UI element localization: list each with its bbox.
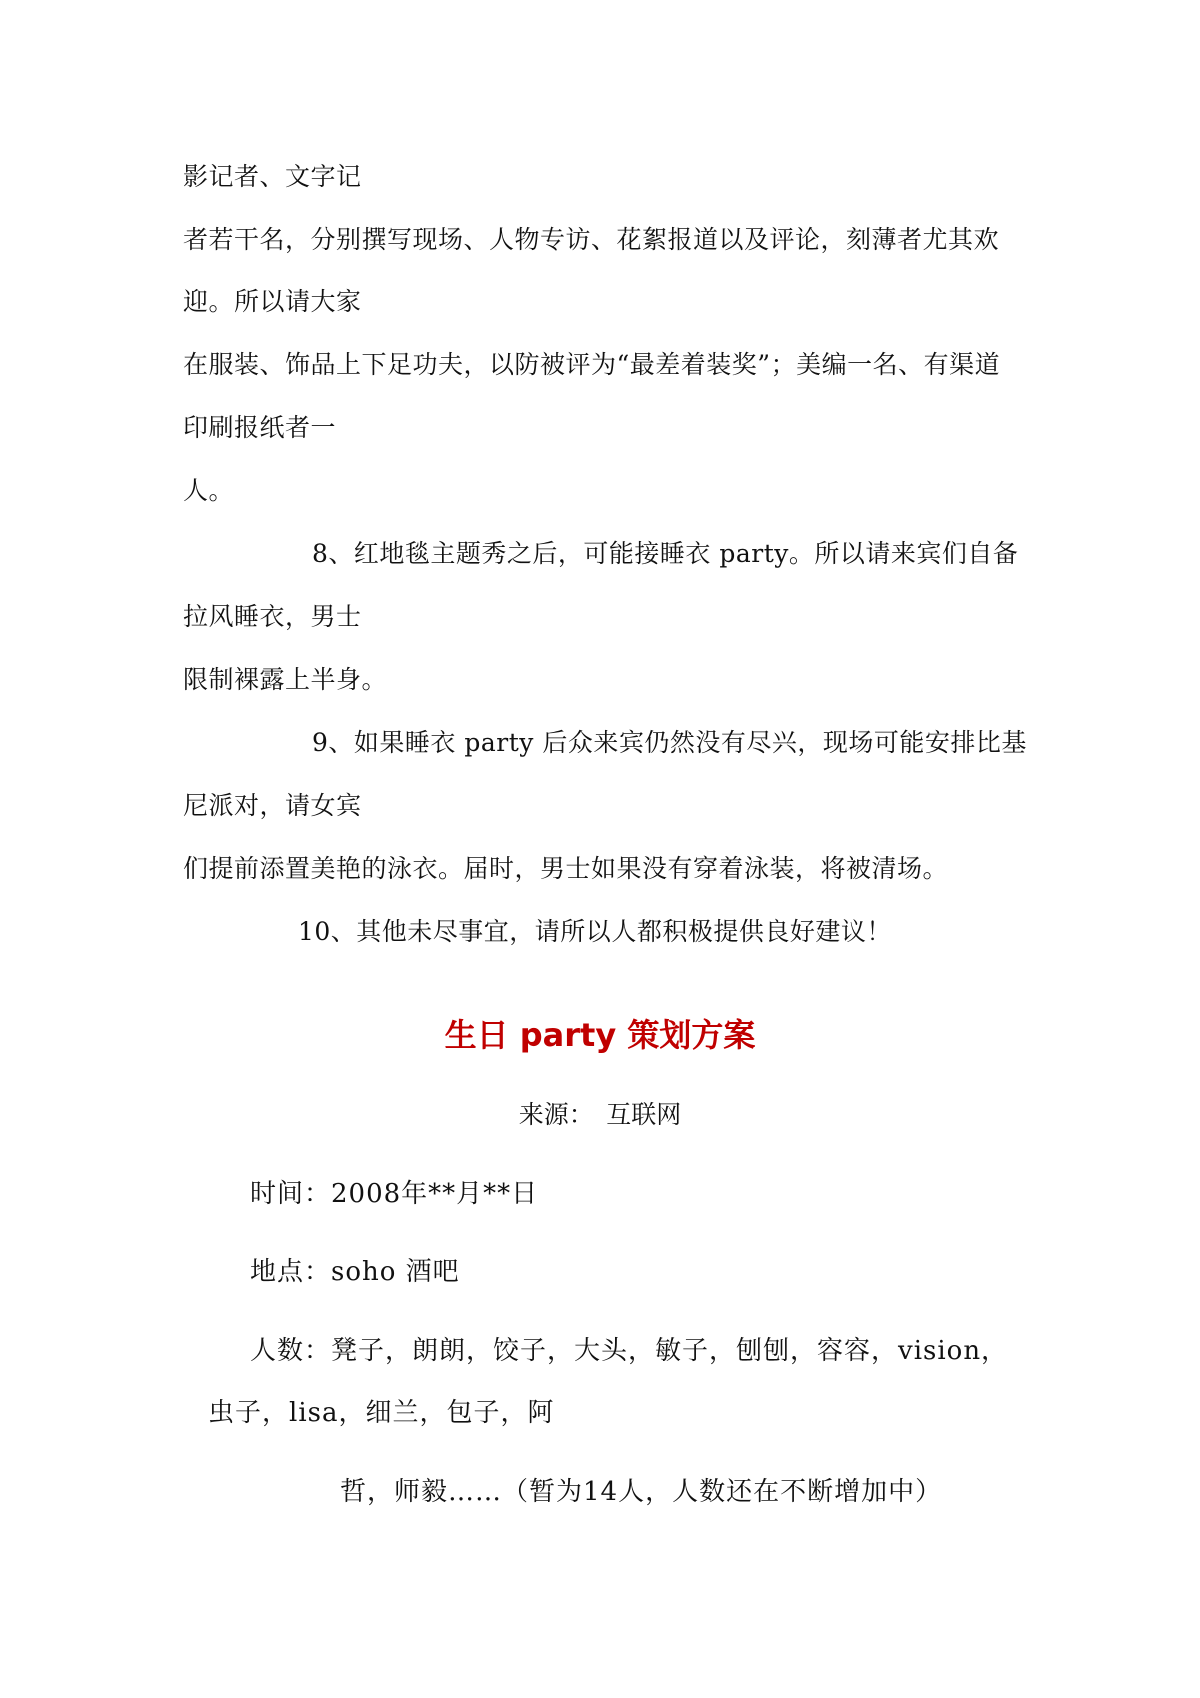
people-line-3: 哲，师毅……（暂为14人，人数还在不断增加中） — [340, 1477, 943, 1507]
item-8-line-2: 拉风睡衣，男士 — [183, 602, 362, 631]
item-9-line-2: 尼派对，请女宾 — [183, 791, 362, 820]
item-8-line-3: 限制裸露上半身。 — [183, 665, 388, 694]
body-line-3: 迎。所以请大家 — [183, 287, 362, 316]
item-10-line: 10、其他未尽事宜，请所以人都积极提供良好建议！ — [298, 917, 892, 946]
people-line-2: 虫子，lisa，细兰，包子，阿 — [208, 1398, 555, 1428]
body-line-2: 者若干名，分别撰写现场、人物专访、花絮报道以及评论，刻薄者尤其欢 — [183, 225, 1000, 254]
section-title: 生日 party 策划方案 — [444, 1016, 756, 1054]
source-line: 来源： 互联网 — [518, 1100, 682, 1129]
body-line-1: 影记者、文字记 — [183, 162, 362, 191]
item-9-line-3: 们提前添置美艳的泳衣。届时，男士如果没有穿着泳装，将被清场。 — [183, 854, 949, 883]
time-line: 时间：2008年**月**日 — [250, 1179, 539, 1209]
place-line: 地点：soho 酒吧 — [250, 1257, 460, 1287]
people-line-1: 人数：凳子，朗朗，饺子，大头，敏子，刨刨，容容，vision， — [250, 1336, 1009, 1366]
item-8-line-1: 8、红地毯主题秀之后，可能接睡衣 party。所以请来宾们自备 — [312, 539, 1019, 568]
body-line-5: 印刷报纸者一 — [183, 413, 337, 442]
body-line-4: 在服装、饰品上下足功夫，以防被评为“最差着装奖”；美编一名、有渠道 — [183, 350, 1001, 379]
item-9-line-1: 9、如果睡衣 party 后众来宾仍然没有尽兴，现场可能安排比基 — [312, 728, 1027, 757]
body-line-6: 人。 — [183, 476, 235, 505]
